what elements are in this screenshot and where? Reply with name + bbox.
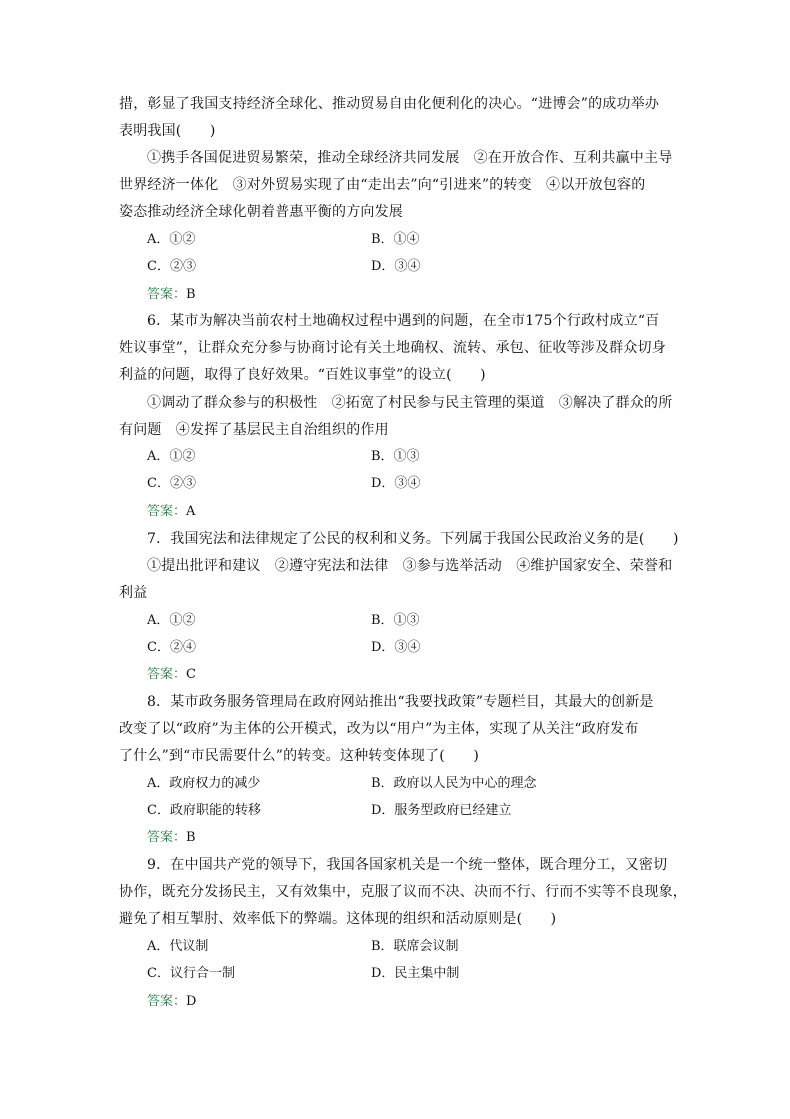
question-9-option-c: C．议行合一制 [147,966,235,981]
question-6-line-2: 姓议事堂”，让群众充分参与协商讨论有关土地确权、流转、承包、征收等涉及群众切身 [119,340,666,356]
question-5-line-2: 表明我国( ) [119,123,216,139]
answer-value: B [186,287,196,302]
question-9-line-1: 9．在中国共产党的领导下，我国各国家机关是一个统一整体，既合理分工，又密切 [147,857,668,873]
question-7-line-2: ①提出批评和建议 ②遵守宪法和法律 ③参与选举活动 ④维护国家安全、荣誉和 [147,558,673,574]
answer-label: 答案： [147,994,187,1009]
question-6-option-a: A．①② [147,449,196,464]
question-8-answer [147,828,196,848]
question-5-line-4: 世界经济一体化 ③对外贸易实现了由“走出去”向“引进来”的转变 ④以开放包容的 [119,177,646,193]
answer-label: 答案： [147,667,187,682]
question-6-option-d: D．③④ [371,476,421,491]
question-9-answer [147,992,196,1012]
question-9-line-2: 协作，既充分发扬民主，又有效集中，克服了议而不决、决而不行、行而不实等不良现象， [119,884,687,900]
question-6-line-4: ①调动了群众参与的积极性 ②拓宽了村民参与民主管理的渠道 ③解决了群众的所 [147,395,673,411]
question-9-option-a: A．代议制 [147,939,209,954]
question-5-option-d: D．③④ [371,259,421,274]
question-6-option-c: C．②③ [147,476,196,491]
question-6-line-3: 利益的问题，取得了良好效果。“百姓议事堂”的设立( ) [119,367,486,383]
answer-label: 答案： [147,830,187,845]
question-5-answer [147,285,196,305]
question-5-line-1: 措，彰显了我国支持经济全球化、推动贸易自由化便利化的决心。“进博会”的成功举办 [119,96,660,112]
answer-value: C [186,667,196,682]
answer-label: 答案： [147,504,187,519]
question-7-line-1: 7．我国宪法和法律规定了公民的权利和义务。下列属于我国公民政治义务的是( ) [147,531,679,547]
question-6-option-b: B．①③ [371,449,420,464]
question-5-option-c: C．②③ [147,259,196,274]
question-7-answer [147,665,196,685]
question-9-line-3: 避免了相互掣肘、效率低下的弊端。这体现的组织和活动原则是( ) [119,911,557,927]
answer-value: A [186,504,196,519]
question-5-line-3: ①携手各国促进贸易繁荣，推动全球经济共同发展 ②在开放合作、互利共赢中主导 [147,150,673,166]
question-8-option-a: A．政府权力的减少 [147,776,261,791]
question-7-option-c: C．②④ [147,640,196,655]
question-8-option-c: C．政府职能的转移 [147,803,261,818]
question-8-line-2: 改变了以“政府”为主体的公开模式，改为以“用户”为主体，实现了从关注“政府发布 [119,721,639,737]
question-6-line-1: 6．某市为解决当前农村土地确权过程中遇到的问题，在全市175个行政村成立“百 [147,313,660,329]
answer-label: 答案： [147,287,187,302]
question-8-option-b: B．政府以人民为中心的理念 [371,776,537,791]
question-8-option-d: D．服务型政府已经建立 [371,803,512,818]
question-7-option-b: B．①③ [371,613,420,628]
question-8-line-3: 了什么”到“市民需要什么”的转变。这种转变体现了( ) [119,748,479,764]
question-7-line-3: 利益 [119,585,148,601]
question-9-option-d: D．民主集中制 [371,966,460,981]
question-9-option-b: B．联席会议制 [371,939,459,954]
question-5-line-5: 姿态推动经济全球化朝着普惠平衡的方向发展 [119,204,403,220]
question-7-option-a: A．①② [147,613,196,628]
question-6-line-5: 有问题 ④发挥了基层民主自治组织的作用 [119,422,389,438]
answer-value: D [186,994,197,1009]
question-6-answer [147,502,195,522]
answer-value: B [186,830,196,845]
question-5-option-a: A．①② [147,232,196,247]
question-5-option-b: B．①④ [371,232,420,247]
question-7-option-d: D．③④ [371,640,421,655]
question-8-line-1: 8．某市政务服务管理局在政府网站推出“我要找政策”专题栏目，其最大的创新是 [147,694,654,710]
